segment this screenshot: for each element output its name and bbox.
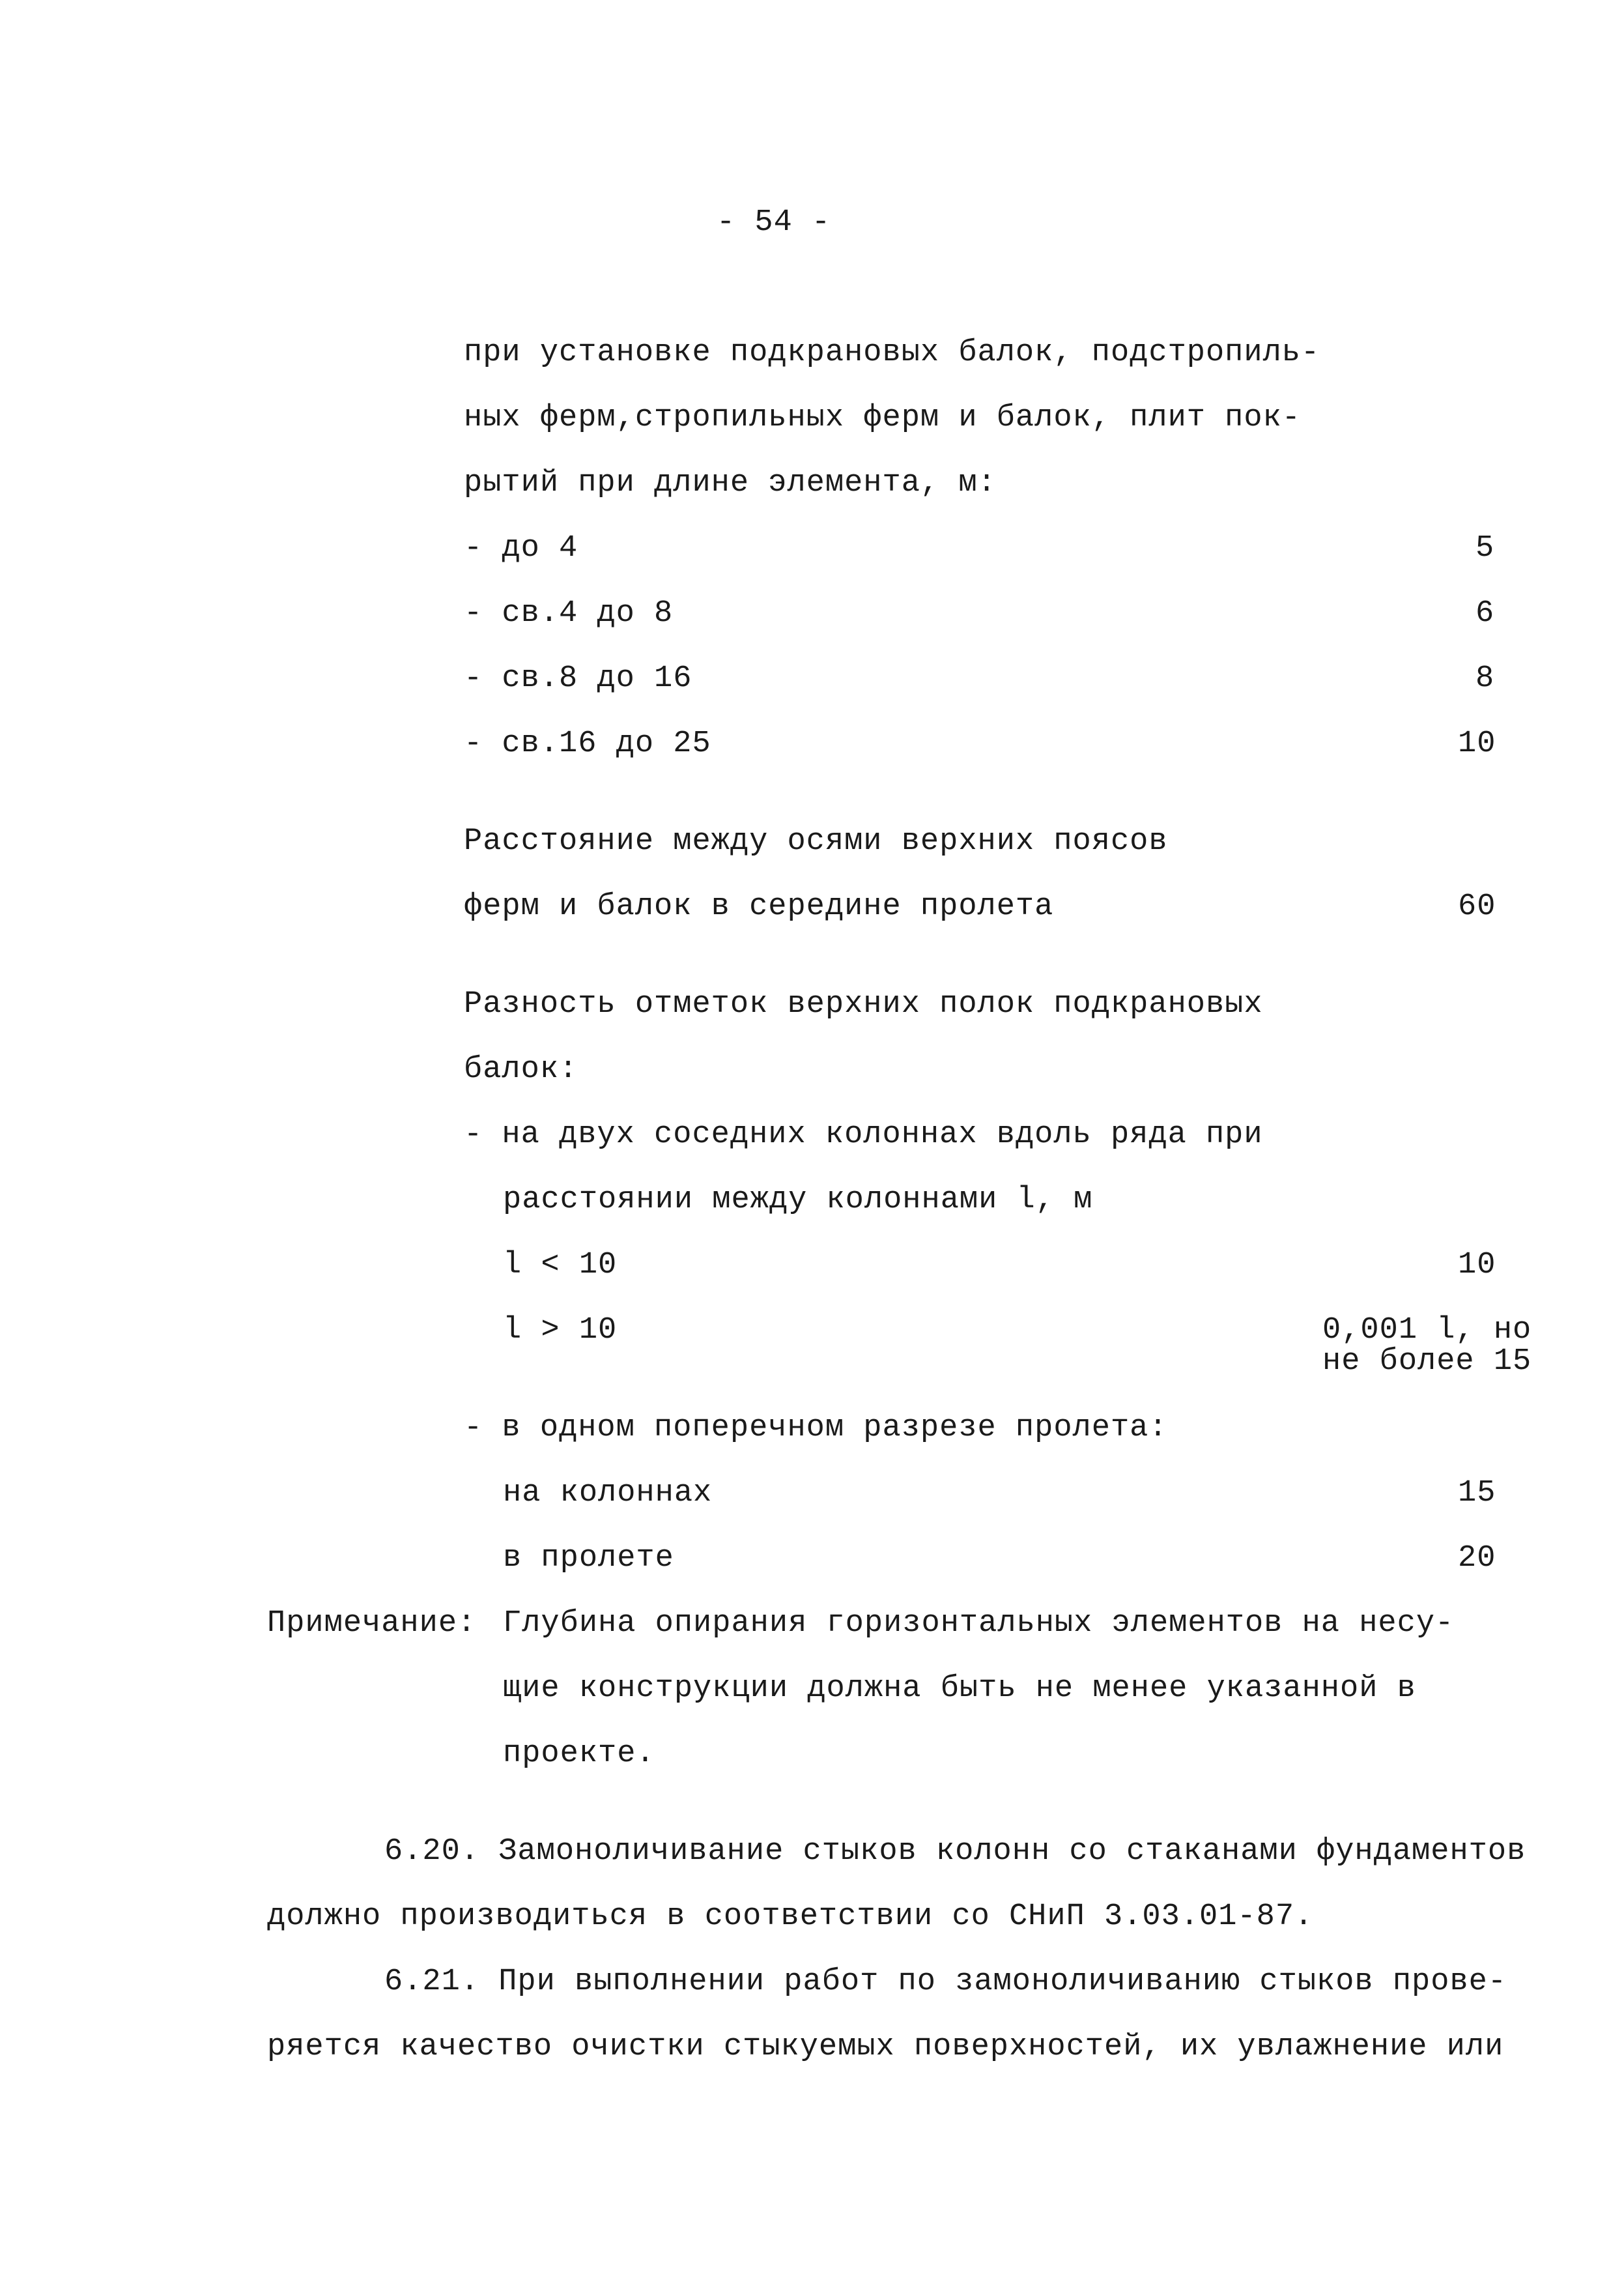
length-row-value: 10 [1458,727,1496,761]
crane-row-2-value-line-1: 0,001 l, но [1322,1313,1532,1347]
length-row-value: 5 [1475,531,1495,566]
note-line-1: Глубина опирания горизонтальных элементов на несу- [503,1606,1455,1641]
note-line-2: щие конструкции должна быть не менее указанной в [503,1671,1416,1706]
note-label: Примечание: [267,1606,477,1641]
length-row-label: - до 4 [464,531,578,566]
crane-row-1-value: 10 [1458,1248,1496,1282]
crane-line-2: балок: [464,1052,578,1087]
crane-sub-1: - на двух соседних колоннах вдоль ряда при [464,1117,1263,1152]
axes-value: 60 [1458,889,1496,924]
crane-row-2-value-line-2: не более 15 [1322,1344,1532,1379]
intro-line-2: ных ферм,стропильных ферм и балок, плит пок- [464,401,1302,435]
crane-row-3-value: 15 [1458,1476,1496,1510]
crane-row-3-label: на колоннах [503,1476,713,1510]
crane-row-1-label: l < 10 [503,1248,618,1282]
crane-row-4-label: в пролете [503,1541,674,1576]
intro-line-3: рытий при длине элемента, м: [464,466,997,500]
length-row-label: - св.4 до 8 [464,596,674,631]
crane-sub-3: - в одном поперечном разрезе пролета: [464,1411,1168,1445]
crane-line-1: Разность отметок верхних полок подкрановых [464,987,1263,1022]
length-row-value: 8 [1475,661,1495,696]
crane-sub-2: расстоянии между колоннами l, м [503,1183,1093,1217]
axes-line-2: ферм и балок в середине пролета [464,889,1054,924]
note-line-3: проекте. [503,1736,655,1771]
axes-line-1: Расстояние между осями верхних поясов [464,824,1168,859]
length-row-label: - св.16 до 25 [464,727,711,761]
paragraph-6-21-line-1: 6.21. При выполнении работ по замоноличиванию стыков прове- [384,1965,1507,1999]
intro-line-1: при установке подкрановых балок, подстропиль- [464,336,1320,370]
length-row-value: 6 [1475,596,1495,631]
length-row-label: - св.8 до 16 [464,661,692,696]
paragraph-6-20-line-1: 6.20. Замоноличивание стыков колонн со стаканами фундаментов [384,1834,1526,1869]
crane-row-2-label: l > 10 [503,1313,618,1347]
crane-row-4-value: 20 [1458,1541,1496,1576]
page-number: - 54 - [717,205,831,240]
paragraph-6-21-line-2: ряется качество очистки стыкуемых поверхностей, их увлажнение или [267,2030,1504,2064]
paragraph-6-20-line-2: должно производиться в соответствии со СНиП 3.03.01-87. [267,1899,1314,1934]
